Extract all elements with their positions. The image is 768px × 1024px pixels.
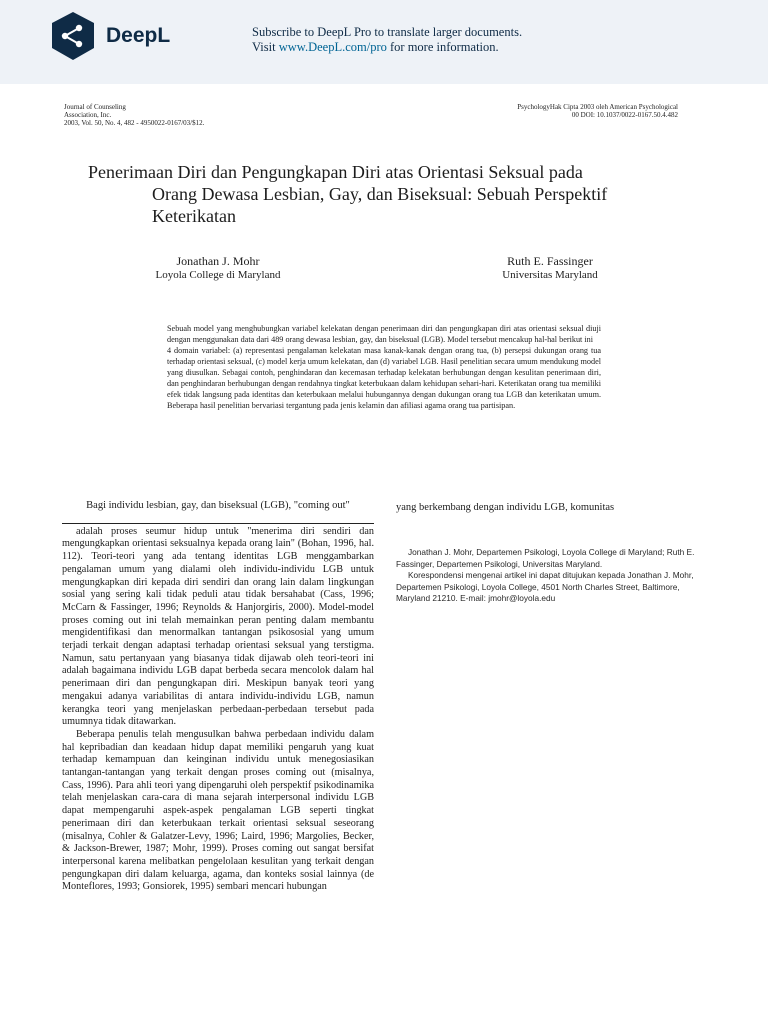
promo-suffix: for more information.	[386, 40, 499, 54]
body-left-column	[62, 500, 374, 894]
footnote-correspondence: Korespondensi mengenai artikel ini dapat ditujukan kepada Jonathan J. Mohr, Departemen Psikologi, Loyola College, 4501 North Charles Street, Baltimore, Maryland 21210. E-mail: jmohr@loyola.edu	[396, 570, 694, 603]
journal-info-line: Association, Inc.	[64, 111, 112, 119]
promo-line-2	[252, 40, 522, 55]
author-name: Ruth E. Fassinger	[507, 254, 593, 268]
doi-line: 00 DOI: 10.1037/0022-0167.50.4.482	[571, 111, 678, 119]
deepl-banner	[0, 0, 768, 84]
abstract	[167, 324, 601, 412]
author-name: Jonathan J. Mohr	[176, 254, 260, 268]
title-line-1: Penerimaan Diri dan Pengungkapan Diri atas Orientasi Seksual pada	[88, 162, 583, 182]
journal-info	[64, 103, 244, 127]
footnote-affiliations: Jonathan J. Mohr, Departemen Psikologi, Loyola College di Maryland; Ruth E. Fassinger, Departemen Psikologi, Universitas Maryland.	[396, 547, 695, 569]
deepl-pro-link[interactable]: www.DeepL.com/pro	[278, 40, 387, 54]
copyright-info	[480, 103, 678, 119]
promo-text	[252, 25, 522, 55]
body-paragraph: adalah proses seumur hidup untuk "menerima diri sendiri dan mengungkapkan orientasi seksualnya kepada orang lain" (Bohan, 1996, hal. 112). Teori-teori yang ada tentang identitas LGB menggambarkan pengalaman umum yang dialami oleh individu-individu LGB untuk mengungkapkan diri kepada diri sendiri dan orang lain dalam lingkungan sosial yang sering kali tidak peduli atau tidak bersahabat (Cass, 1996; McCarn & Fassinger, 1996; Reynolds & Hanjorgiris, 2000). Model-model proses coming out ini telah memainkan peran penting dalam membantu mengidentifikasi dan menormalkan tantangan psikososial yang umum terjadi terkait dengan adaptasi terhadap orientasi seksual yang terstigma. Namun, satu pertanyaan yang biasanya tidak dijawab oleh teori-teori ini adalah bagaimana individu LGB dapat berbeda secara mencolok dalam hal penerimaan diri dan pengungkapan diri. Meskipun banyak teori yang mengakui adanya variabilitas di antara individu-individu LGB, namun kerangka teori yang menjelaskan perbedaan-perbedaan tersebut pada umumnya tidak ditawarkan.	[62, 525, 374, 728]
promo-line-1: Subscribe to DeepL Pro to translate larger documents.	[252, 25, 523, 39]
journal-info-line: 2003, Vol. 50, No. 4, 482 - 4950022-0167/03/$12.	[64, 119, 205, 127]
deepl-logo-icon[interactable]	[48, 11, 98, 61]
article-title	[88, 161, 708, 227]
body-paragraph: Beberapa penulis telah mengusulkan bahwa perbedaan individu dalam hal kepribadian dan keadaan hidup dapat memiliki pengaruh yang kuat terhadap kemampuan dan keinginan individu untuk menegosiasikan tantangan-tantangan yang terkait dengan proses coming out (misalnya, Cass, 1996). Para ahli teori yang dipengaruhi oleh perspektif psikodinamika telah menjelaskan cara-cara di mana sejarah interpersonal individu LGB dapat mempengaruhi aspek-aspek pengalaman LGB seperti tingkat penerimaan diri dan keterbukaan terkait orientasi seksual seseorang (misalnya, Cohler & Galatzer-Levy, 1996; Laird, 1996; Margolies, Becker, & Jackson-Brewer, 1987; Mohr, 1999). Proses coming out sangat bersifat interpersonal karena melibatkan pengelolaan kesulitan yang terkait dengan pengungkapan diri dalam keluarga, agama, dan konteks sosial lainnya (de Monteflores, 1993; Gonsiorek, 1995) sembari mencari hubungan	[62, 728, 374, 893]
copyright-line: PsychologyHak Cipta 2003 oleh American Psychological	[517, 103, 678, 111]
abstract-paragraph: Sebuah model yang menghubungkan variabel kelekatan dengan penerimaan diri dan pengungkapan diri atas orientasi seksual diuji dengan menggunakan data dari 489 orang dewasa lesbian, gay, dan biseksual (LGB). Model tersebut mencakup hal-hal berikut ini	[167, 324, 601, 344]
body-lead-line: Bagi individu lesbian, gay, dan biseksual (LGB), "coming out"	[86, 500, 350, 511]
abstract-paragraph: 4 domain variabel: (a) representasi pengalaman kelekatan masa kanak-kanak dengan orang tua, (b) persepsi dukungan orang tua terhadap orientasi seksual, (c) model kerja umum kelekatan, dan (d) variabel LGB. Hasil penelitian secara umum mendukung model yang diusulkan. Sebagai contoh, penghindaran dan kecemasan terhadap kelekatan berhubungan dengan kesulitan penerimaan diri, dan penghindaran berhubungan dengan rendahnya tingkat keterbukaan dalam kehidupan sehari-hari. Keterikatan orang tua memiliki efek tidak langsung pada identitas dan keterbukaan melalui hubungannya dengan dukungan orang tua LGB dan keterikatan umum. Beberapa hasil penelitian bervariasi tergantung pada jenis kelamin dan afiliasi agama orang tua partisipan.	[167, 345, 601, 410]
author-block	[138, 254, 298, 282]
title-line-3: Keterikatan	[152, 206, 236, 226]
promo-visit: Visit	[252, 40, 279, 54]
deepl-wordmark[interactable]: DeepL	[106, 24, 171, 47]
journal-info-line: Journal of Counseling	[64, 103, 126, 111]
author-block	[480, 254, 620, 282]
title-line-2: Orang Dewasa Lesbian, Gay, dan Biseksual: Sebuah Perspektif	[152, 184, 608, 204]
author-affiliation: Universitas Maryland	[502, 269, 598, 281]
column-rule	[62, 523, 374, 524]
author-footnotes	[396, 547, 712, 605]
author-affiliation: Loyola College di Maryland	[155, 269, 281, 281]
body-right-column-line: yang berkembang dengan individu LGB, komunitas	[396, 502, 615, 513]
